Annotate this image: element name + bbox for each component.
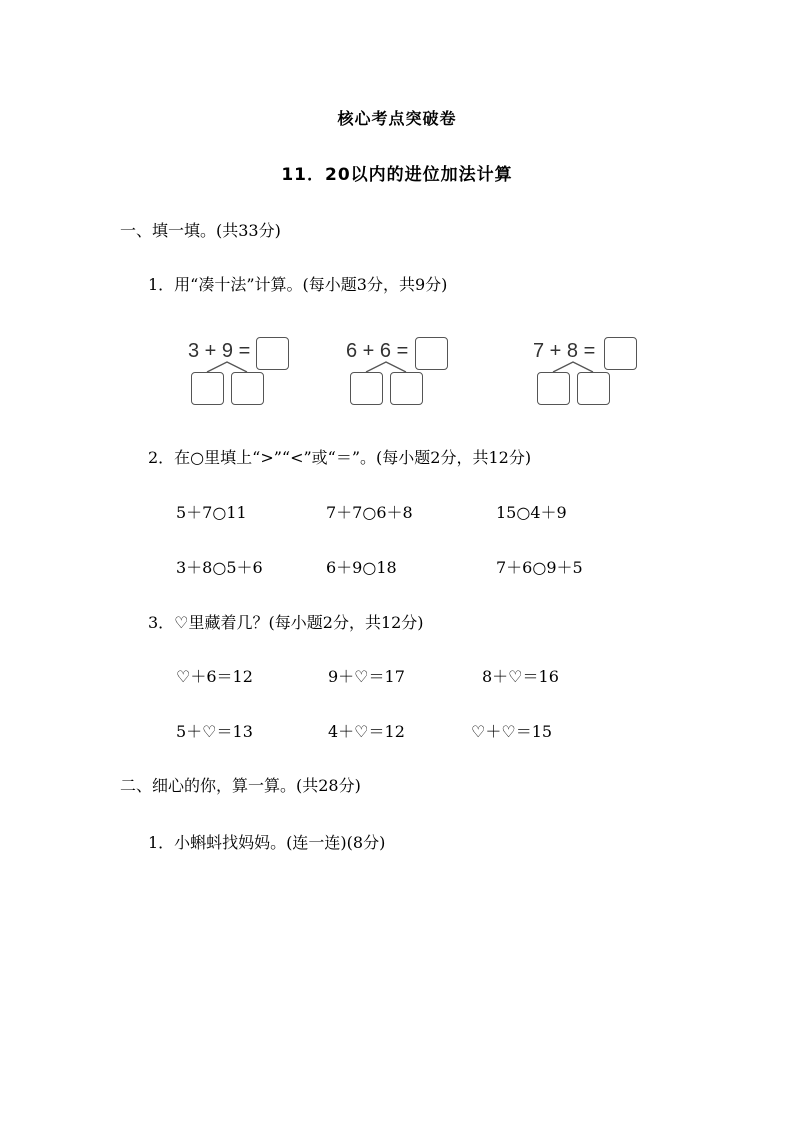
section-heading-1: 一、填一填。(共33分) bbox=[120, 221, 281, 240]
question-2-1-label: 1．小蝌蚪找妈妈。(连一连)(8分) bbox=[148, 833, 386, 852]
heart-item-5[interactable]: 4＋♡＝12 bbox=[328, 722, 405, 741]
question-1-label: 1．用“凑十法”计算。(每小题3分，共9分) bbox=[148, 275, 448, 294]
answer-box-3[interactable] bbox=[604, 337, 637, 370]
compare-item-6[interactable]: 7＋6○9＋5 bbox=[496, 558, 583, 577]
make-ten-item-2: 6 + 6 = bbox=[346, 340, 409, 362]
compare-item-5[interactable]: 6＋9○18 bbox=[326, 558, 397, 577]
split-box-2a[interactable] bbox=[350, 372, 383, 405]
split-box-2b[interactable] bbox=[390, 372, 423, 405]
answer-box-2[interactable] bbox=[415, 337, 448, 370]
heart-item-6[interactable]: ♡＋♡＝15 bbox=[471, 722, 553, 741]
split-box-3b[interactable] bbox=[577, 372, 610, 405]
split-box-1b[interactable] bbox=[231, 372, 264, 405]
make-ten-item-3: 7 + 8 = bbox=[533, 340, 596, 362]
section-heading-2: 二、细心的你，算一算。(共28分) bbox=[120, 776, 361, 795]
compare-item-4[interactable]: 3＋8○5＋6 bbox=[176, 558, 263, 577]
make-ten-item-1: 3 + 9 = bbox=[188, 340, 251, 362]
split-line-2 bbox=[366, 362, 406, 372]
answer-box-1[interactable] bbox=[256, 337, 289, 370]
page-title: 核心考点突破卷 bbox=[337, 109, 457, 128]
split-line-1 bbox=[207, 362, 247, 372]
compare-item-1[interactable]: 5＋7○11 bbox=[176, 503, 247, 522]
heart-item-1[interactable]: ♡＋6＝12 bbox=[176, 667, 253, 686]
heart-item-2[interactable]: 9＋♡＝17 bbox=[328, 667, 405, 686]
split-box-3a[interactable] bbox=[537, 372, 570, 405]
split-box-1a[interactable] bbox=[191, 372, 224, 405]
heart-item-4[interactable]: 5＋♡＝13 bbox=[176, 722, 253, 741]
question-2-label: 2．在○里填上“>”“<”或“＝”。(每小题2分，共12分) bbox=[148, 448, 532, 467]
question-3-label: 3．♡里藏着几？(每小题2分，共12分) bbox=[148, 613, 424, 632]
page-subtitle: 11．20以内的进位加法计算 bbox=[281, 165, 513, 185]
heart-item-3[interactable]: 8＋♡＝16 bbox=[482, 667, 559, 686]
compare-item-3[interactable]: 15○4＋9 bbox=[496, 503, 567, 522]
compare-item-2[interactable]: 7＋7○6＋8 bbox=[326, 503, 413, 522]
split-line-3 bbox=[553, 362, 593, 372]
